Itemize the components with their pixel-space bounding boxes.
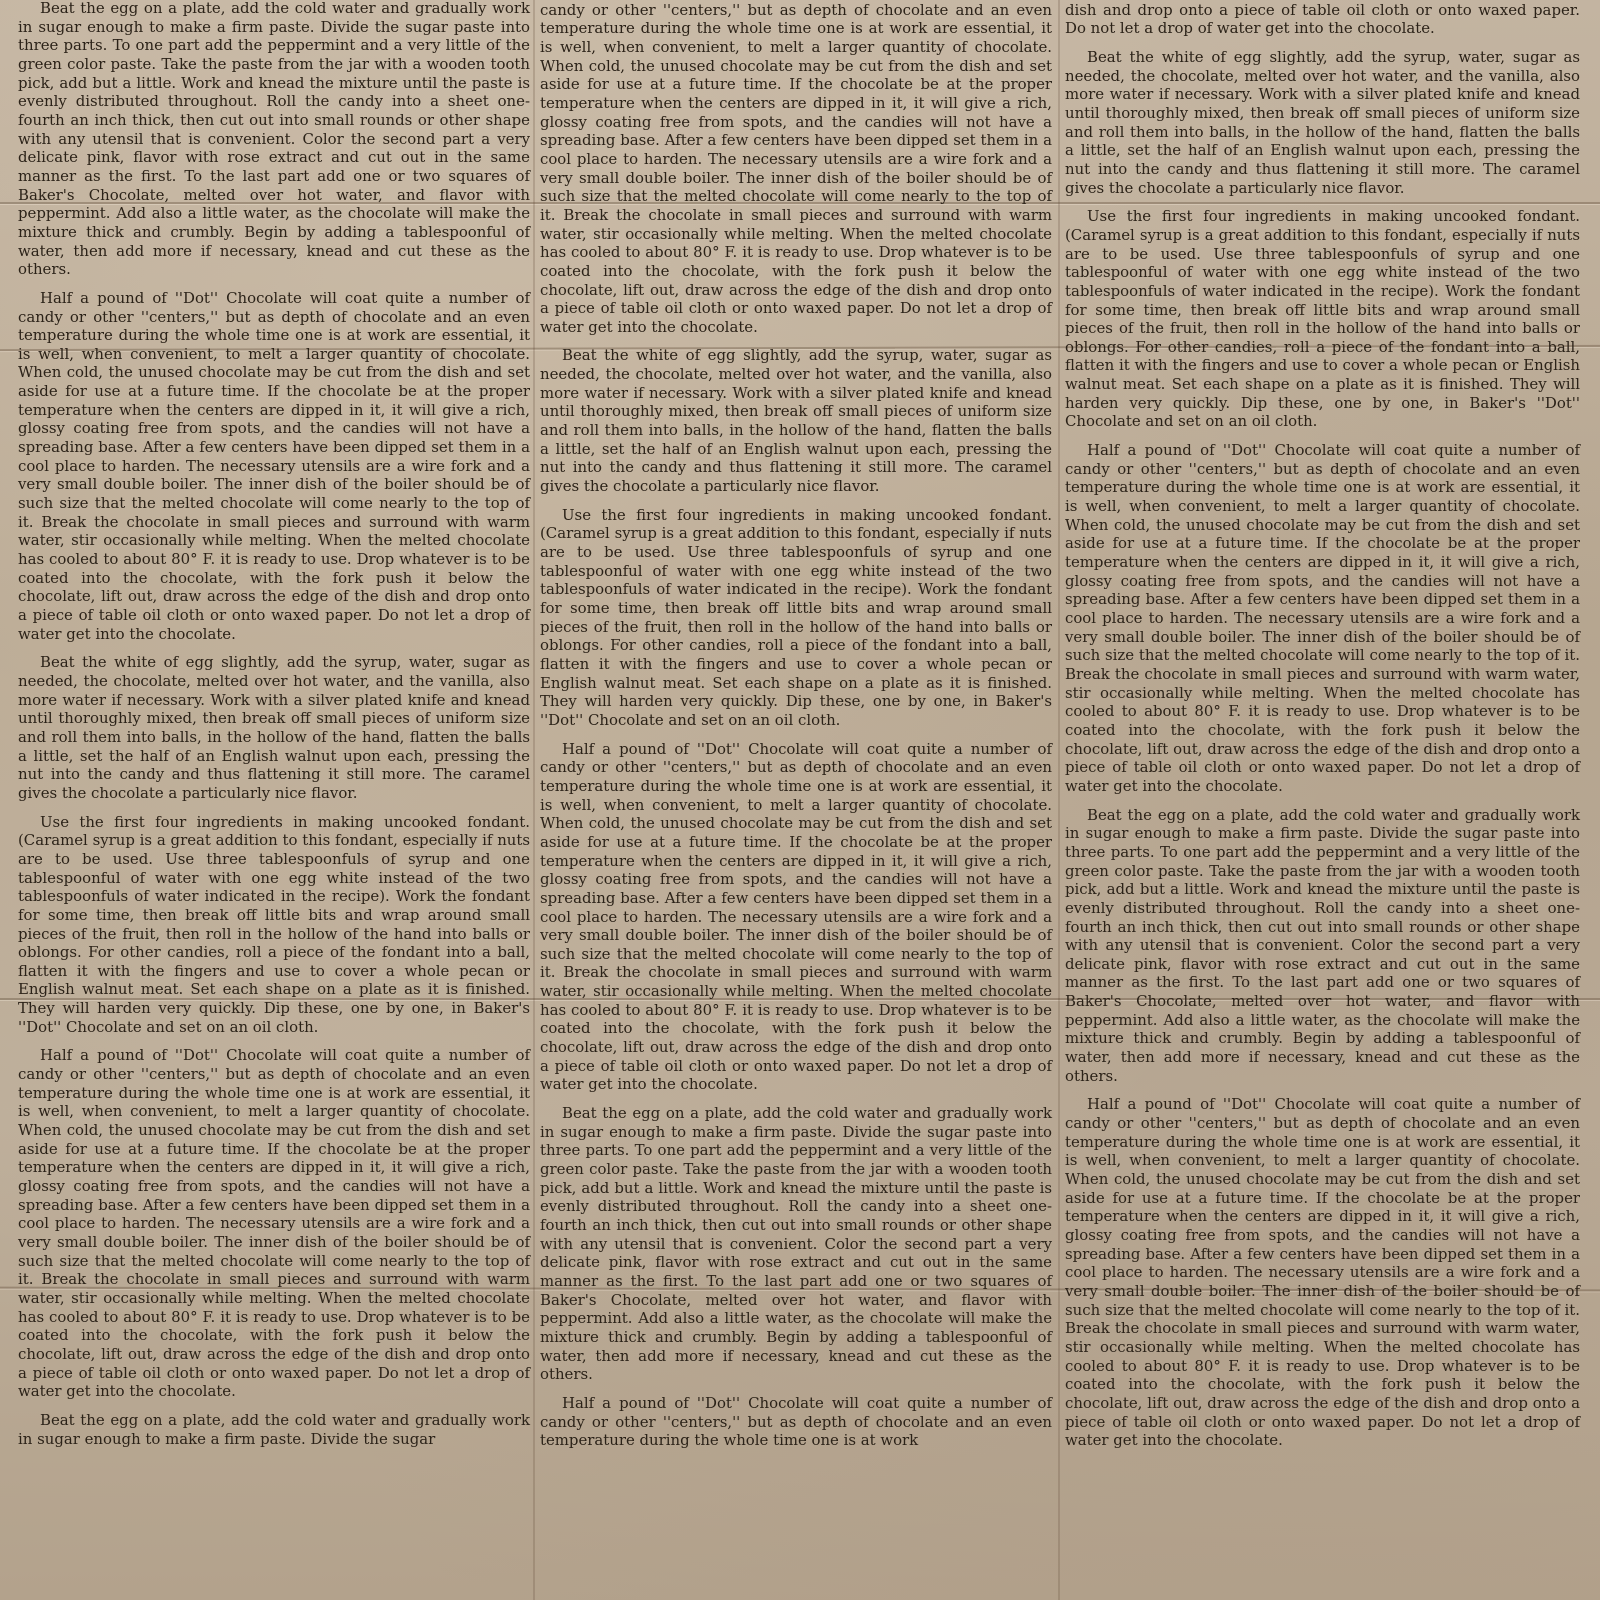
recipe-paragraph: Half a pound of ''Dot'' Chocolate will coat quite a number of candy or other ''centers,'' but as depth of chocolate and an even temperature during the whole time one is at work: [540, 1393, 1052, 1450]
recipe-paragraph: Use the first four ingredients in making uncooked fondant. (Caramel syrup is a great addition to this fondant, especially if nuts are to be used. Use three tablespoonfuls of syrup and one tablespoonful of water with one egg white instead of the two tablespoonfuls of water indicated in the recipe). Work the fondant for some time, then break off little bits and wrap around small pieces of the fruit, then roll in the hollow of the hand into balls or oblongs. For other candies, roll a piece of the fondant into a ball, flatten it with the fingers and use to cover a whole pecan or English walnut meat. Set each shape on a plate as it is finished. They will harden very quickly. Dip these, one by one, in Baker's ''Dot'' Chocolate and set on an oil cloth.: [540, 505, 1052, 729]
recipe-paragraph: Use the first four ingredients in making uncooked fondant. (Caramel syrup is a great addition to this fondant, especially if nuts are to be used. Use three tablespoonfuls of syrup and one tablespoonful of water with one egg white instead of the two tablespoonfuls of water indicated in the recipe). Work the fondant for some time, then break off little bits and wrap around small pieces of the fruit, then roll in the hollow of the hand into balls or oblongs. For other candies, roll a piece of the fondant into a ball, flatten it with the fingers and use to cover a whole pecan or English walnut meat. Set each shape on a plate as it is finished. They will harden very quickly. Dip these, one by one, in Baker's ''Dot'' Chocolate and set on an oil cloth.: [18, 812, 530, 1036]
recipe-paragraph: Half a pound of ''Dot'' Chocolate will coat quite a number of candy or other ''centers,'' but as depth of chocolate and an even temperature during the whole time one is at work are essential, it is well, when convenient, to melt a larger quantity of chocolate. When cold, the unused chocolate may be cut from the dish and set aside for use at a future time. If the chocolate be at the proper temperature when the centers are dipped in it, it will give a rich, glossy coating free from spots, and the candies will not have a spreading base. After a few centers have been dipped set them in a cool place to harden. The necessary utensils are a wire fork and a very small double boiler. The inner dish of the boiler should be of such size that the melted chocolate will come nearly to the top of it. Break the chocolate in small pieces and surround with warm water, stir occasionally while melting. When the melted chocolate has cooled to about 80° F. it is ready to use. Drop whatever is to be coated into the chocolate, with the fork push it below the chocolate, lift out, draw across the edge of the dish and drop onto a piece of table oil cloth or onto waxed paper. Do not let a drop of water get into the chocolate.: [540, 739, 1052, 1094]
recipe-paragraph: candy or other ''centers,'' but as depth of chocolate and an even temperature during the whole time one is at work are essential, it is well, when convenient, to melt a larger quantity of chocolate. When cold, the unused chocolate may be cut from the dish and set aside for use at a future time. If the chocolate be at the proper temperature when the centers are dipped in it, it will give a rich, glossy coating free from spots, and the candies will not have a spreading base. After a few centers have been dipped set them in a cool place to harden. The necessary utensils are a wire fork and a very small double boiler. The inner dish of the boiler should be of such size that the melted chocolate will come nearly to the top of it. Break the chocolate in small pieces and surround with warm water, stir occasionally while melting. When the melted chocolate has cooled to about 80° F. it is ready to use. Drop whatever is to be coated into the chocolate, with the fork push it below the chocolate, lift out, draw across the edge of the dish and drop onto a piece of table oil cloth or onto waxed paper. Do not let a drop of water get into the chocolate.: [540, 0, 1052, 336]
recipe-paragraph: Beat the white of egg slightly, add the syrup, water, sugar as needed, the chocolate, melted over hot water, and the vanilla, also more water if necessary. Work with a silver plated knife and knead until thoroughly mixed, then break off small pieces of uniform size and roll them into balls, in the hollow of the hand, flatten the balls a little, set the half of an English walnut upon each, pressing the nut into the candy and thus flattening it still more. The caramel gives the chocolate a particularly nice flavor.: [540, 346, 1052, 496]
recipe-paragraph: Half a pound of ''Dot'' Chocolate will coat quite a number of candy or other ''centers,'' but as depth of chocolate and an even temperature during the whole time one is at work are essential, it is well, when convenient, to melt a larger quantity of chocolate. When cold, the unused chocolate may be cut from the dish and set aside for use at a future time. If the chocolate be at the proper temperature when the centers are dipped in it, it will give a rich, glossy coating free from spots, and the candies will not have a spreading base. After a few centers have been dipped set them in a cool place to harden. The necessary utensils are a wire fork and a very small double boiler. The inner dish of the boiler should be of such size that the melted chocolate will come nearly to the top of it. Break the chocolate in small pieces and surround with warm water, stir occasionally while melting. When the melted chocolate has cooled to about 80° F. it is ready to use. Drop whatever is to be coated into the chocolate, with the fork push it below the chocolate, lift out, draw across the edge of the dish and drop onto a piece of table oil cloth or onto waxed paper. Do not let a drop of water get into the chocolate.: [1065, 1095, 1580, 1450]
recipe-paragraph: Use the first four ingredients in making uncooked fondant. (Caramel syrup is a great addition to this fondant, especially if nuts are to be used. Use three tablespoonfuls of syrup and one tablespoonful of water with one egg white instead of the two tablespoonfuls of water indicated in the recipe). Work the fondant for some time, then break off little bits and wrap around small pieces of the fruit, then roll in the hollow of the hand into balls or oblongs. For other candies, roll a piece of the fondant into a ball, flatten it with the fingers and use to cover a whole pecan or English walnut meat. Set each shape on a plate as it is finished. They will harden very quickly. Dip these, one by one, in Baker's ''Dot'' Chocolate and set on an oil cloth.: [1065, 207, 1580, 431]
recipe-paragraph: dish and drop onto a piece of table oil cloth or onto waxed paper. Do not let a drop of water get into the chocolate.: [1065, 0, 1580, 38]
recipe-paragraph: Half a pound of ''Dot'' Chocolate will coat quite a number of candy or other ''centers,'' but as depth of chocolate and an even temperature during the whole time one is at work are essential, it is well, when convenient, to melt a larger quantity of chocolate. When cold, the unused chocolate may be cut from the dish and set aside for use at a future time. If the chocolate be at the proper temperature when the centers are dipped in it, it will give a rich, glossy coating free from spots, and the candies will not have a spreading base. After a few centers have been dipped set them in a cool place to harden. The necessary utensils are a wire fork and a very small double boiler. The inner dish of the boiler should be of such size that the melted chocolate will come nearly to the top of it. Break the chocolate in small pieces and surround with warm water, stir occasionally while melting. When the melted chocolate has cooled to about 80° F. it is ready to use. Drop whatever is to be coated into the chocolate, with the fork push it below the chocolate, lift out, draw across the edge of the dish and drop onto a piece of table oil cloth or onto waxed paper. Do not let a drop of water get into the chocolate.: [1065, 441, 1580, 795]
recipe-paragraph: Beat the egg on a plate, add the cold water and gradually work in sugar enough to make a firm paste. Divide the sugar paste into three parts. To one part add the peppermint and a very little of the green color paste. Take the paste from the jar with a wooden tooth pick, add but a little. Work and knead the mixture until the paste is evenly distributed throughout. Roll the candy into a sheet one-fourth an inch thick, then cut out into small rounds or other shape with any utensil that is convenient. Color the second part a very delicate pink, flavor with rose extract and cut out in the same manner as the first. To the last part add one or two squares of Baker's Chocolate, melted over hot water, and flavor with peppermint. Add also a little water, as the chocolate will make the mixture thick and crumbly. Begin by adding a tablespoonful of water, then add more if necessary, knead and cut these as the others.: [18, 0, 530, 279]
recipe-paragraph: Half a pound of ''Dot'' Chocolate will coat quite a number of candy or other ''centers,'' but as depth of chocolate and an even temperature during the whole time one is at work are essential, it is well, when convenient, to melt a larger quantity of chocolate. When cold, the unused chocolate may be cut from the dish and set aside for use at a future time. If the chocolate be at the proper temperature when the centers are dipped in it, it will give a rich, glossy coating free from spots, and the candies will not have a spreading base. After a few centers have been dipped set them in a cool place to harden. The necessary utensils are a wire fork and a very small double boiler. The inner dish of the boiler should be of such size that the melted chocolate will come nearly to the top of it. Break the chocolate in small pieces and surround with warm water, stir occasionally while melting. When the melted chocolate has cooled to about 80° F. it is ready to use. Drop whatever is to be coated into the chocolate, with the fork push it below the chocolate, lift out, draw across the edge of the dish and drop onto a piece of table oil cloth or onto waxed paper. Do not let a drop of water get into the chocolate.: [18, 1046, 530, 1401]
recipe-paragraph: Beat the white of egg slightly, add the syrup, water, sugar as needed, the chocolate, melted over hot water, and the vanilla, also more water if necessary. Work with a silver plated knife and knead until thoroughly mixed, then break off small pieces of uniform size and roll them into balls, in the hollow of the hand, flatten the balls a little, set the half of an English walnut upon each, pressing the nut into the candy and thus flattening it still more. The caramel gives the chocolate a particularly nice flavor.: [18, 653, 530, 802]
recipe-paragraph: Beat the egg on a plate, add the cold water and gradually work in sugar enough to make a firm paste. Divide the sugar: [18, 1410, 530, 1448]
text-column-middle: [540, 0, 1052, 1460]
recipe-paragraph: Beat the egg on a plate, add the cold water and gradually work in sugar enough to make a firm paste. Divide the sugar paste into three parts. To one part add the peppermint and a very little of the green color paste. Take the paste from the jar with a wooden tooth pick, add but a little. Work and knead the mixture until the paste is evenly distributed throughout. Roll the candy into a sheet one-fourth an inch thick, then cut out into small rounds or other shape with any utensil that is convenient. Color the second part a very delicate pink, flavor with rose extract and cut out in the same manner as the first. To the last part add one or two squares of Baker's Chocolate, melted over hot water, and flavor with peppermint. Add also a little water, as the chocolate will make the mixture thick and crumbly. Begin by adding a tablespoonful of water, then add more if necessary, knead and cut these as the others.: [1065, 805, 1580, 1085]
text-column-right: [1065, 0, 1580, 1460]
text-column-left: [18, 0, 530, 1458]
paper-vertical-fold: [1058, 0, 1060, 1600]
paper-vertical-fold: [533, 0, 535, 1600]
recipe-paragraph: Beat the white of egg slightly, add the syrup, water, sugar as needed, the chocolate, melted over hot water, and the vanilla, also more water if necessary. Work with a silver plated knife and knead until thoroughly mixed, then break off small pieces of uniform size and roll them into balls, in the hollow of the hand, flatten the balls a little, set the half of an English walnut upon each, pressing the nut into the candy and thus flattening it still more. The caramel gives the chocolate a particularly nice flavor.: [1065, 47, 1580, 197]
recipe-paragraph: Half a pound of ''Dot'' Chocolate will coat quite a number of candy or other ''centers,'' but as depth of chocolate and an even temperature during the whole time one is at work are essential, it is well, when convenient, to melt a larger quantity of chocolate. When cold, the unused chocolate may be cut from the dish and set aside for use at a future time. If the chocolate be at the proper temperature when the centers are dipped in it, it will give a rich, glossy coating free from spots, and the candies will not have a spreading base. After a few centers have been dipped set them in a cool place to harden. The necessary utensils are a wire fork and a very small double boiler. The inner dish of the boiler should be of such size that the melted chocolate will come nearly to the top of it. Break the chocolate in small pieces and surround with warm water, stir occasionally while melting. When the melted chocolate has cooled to about 80° F. it is ready to use. Drop whatever is to be coated into the chocolate, with the fork push it below the chocolate, lift out, draw across the edge of the dish and drop onto a piece of table oil cloth or onto waxed paper. Do not let a drop of water get into the chocolate.: [18, 288, 530, 643]
recipe-paragraph: Beat the egg on a plate, add the cold water and gradually work in sugar enough to make a firm paste. Divide the sugar paste into three parts. To one part add the peppermint and a very little of the green color paste. Take the paste from the jar with a wooden tooth pick, add but a little. Work and knead the mixture until the paste is evenly distributed throughout. Roll the candy into a sheet one-fourth an inch thick, then cut out into small rounds or other shape with any utensil that is convenient. Color the second part a very delicate pink, flavor with rose extract and cut out in the same manner as the first. To the last part add one or two squares of Baker's Chocolate, melted over hot water, and flavor with peppermint. Add also a little water, as the chocolate will make the mixture thick and crumbly. Begin by adding a tablespoonful of water, then add more if necessary, knead and cut these as the others.: [540, 1104, 1052, 1384]
